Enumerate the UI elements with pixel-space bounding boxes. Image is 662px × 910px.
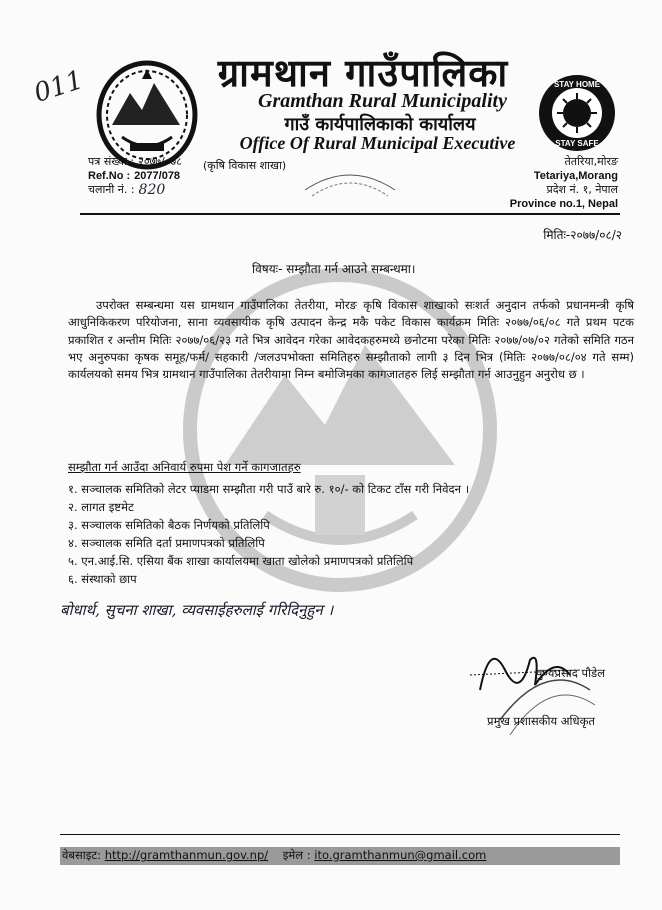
office-title-nepali: ग्रामथान गाउँपालिका [217,50,509,95]
badge-top-text: STAY HOME [553,80,601,89]
website-label: वेबसाइट: [62,848,102,862]
footer-contact [62,848,486,863]
ref-no-value: 2077/078 [134,170,181,182]
cc-note: बोधार्थ, सुचना शाखा, व्यवसाईहरुलाई गरिदिनुहुन । [60,601,334,619]
stay-home-badge-icon [537,73,617,153]
office-subtitle-english: Office Of Rural Municipal Executive [239,133,516,153]
letter-subject: विषयः- सम्झौता गर्न आउने सम्बन्धमा। [252,262,416,276]
reference-block [88,155,182,197]
header-divider [80,213,620,215]
list-item: ५. एन.आई.सि. एसिया बैंक शाखा कार्यालयमा खाता खोलेको प्रमाणपत्रको प्रतिलिपि [68,554,414,568]
address-english: Tetariya,Morang [533,170,618,182]
handwritten-margin-note: 011 [30,65,88,109]
province-nepali: प्रदेश नं. १, नेपाल [546,183,618,196]
signatory-title: प्रमुख प्रशासकीय अधिकृत [487,714,595,728]
list-item: १. सञ्चालक समितिको लेटर प्याडमा सम्झौता गरी पाउँ बारे रु. १०/- को टिकट टाँस गरी निवेदन । [68,482,470,496]
ref-no-label: Ref.No : [88,170,131,182]
list-item: २. लागत इष्टमेट [68,500,134,514]
address-nepali: तेतरिया,मोरङ [564,155,618,168]
documents-list [68,480,469,588]
list-item: ३. सञ्चालक समितिको बैठक निर्णयको प्रतिलिपि [68,518,270,532]
office-subtitle-nepali: गाउँ कार्यपालिकाको कार्यालय [284,114,476,135]
section-name: (कृषि विकास शाखा) [203,159,287,172]
letter-date: मितिः-२०७७/०८/२ [543,228,622,242]
patra-sankhya-value: २०७७/०७८ [138,155,182,168]
signatory-name: पुण्यप्रसाद पौडेल [535,666,605,680]
office-stamp-icon [300,160,400,200]
email-link[interactable]: ito.gramthanmun@gmail.com [314,848,487,862]
website-link[interactable]: http://gramthanmun.gov.np/ [104,848,269,862]
email-label: इमेल : [282,848,311,862]
chalani-label: चलानी नं. : [88,183,135,196]
patra-sankhya-label: पत्र संख्या : [88,155,135,168]
list-item: ६. संस्थाको छाप [68,572,137,586]
letter-body: उपरोक्त सम्बन्धमा यस ग्रामथान गाउँपालिका तेतरीया, मोरङ कृषि विकास शाखाको सःशर्त अनुदान तर्फको प्रधानमन्त्री कृषि आधुनिकिकरण परियोजना, साना व्यवसायीक कृषि उत्पादन केन्द्र मकै पकेट विकास कार्यक्रम मितिः २०७७/०६/०८ गते प्रथम पटक प्रकाशित र अन्तीम मितिः २०७७/०६/२३ गते भित्र आवेदन गरेका आवेदकहरुमध्ये छनोटमा परेका मितिः २०७७/०७/०२ गतेको समिति गठन भए अनुरुपका कृषक समूह/फर्म/ सहकारी /जलउपभोक्ता समितिहरु सम्झौताको लागी ३ दिन भित्र (मितिः २०७७/०८/०४ गते सम्म) कार्यलयको समय भित्र ग्रामथान गाउँपालिका तेतरीयामा निम्न बमोजिमका कागजातहरु लिई सम्झौता गर्न आउनुहुन अनुरोध छ । [68,298,634,382]
badge-bottom-text: STAY SAFE [555,139,599,148]
chalani-value: 820 [138,182,166,198]
province-english: Province no.1, Nepal [509,198,618,210]
address-block [490,155,618,211]
footer-divider [60,834,620,835]
list-item: ४. सञ्चालक समिति दर्ता प्रमाणपत्रको प्रतिलिपि [68,536,265,550]
office-title-english: Gramthan Rural Municipality [258,90,507,112]
documents-list-heading: सम्झौता गर्न आउँदा अनिवार्य रुपमा पेश गर्ने कागजातहरु [68,460,301,474]
